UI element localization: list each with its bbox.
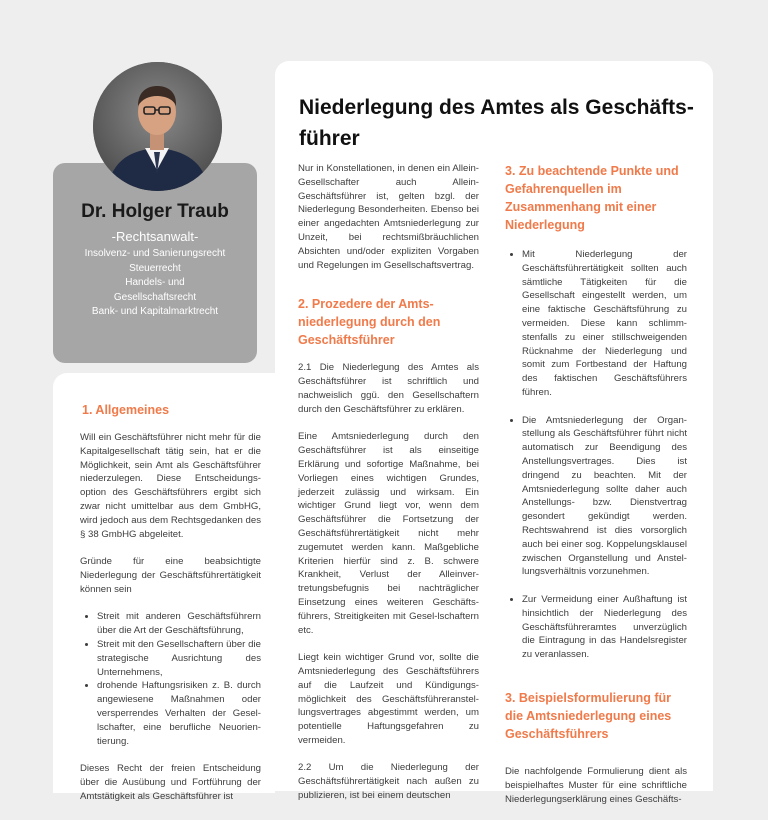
list-item: • Streit mit den Gesellschaftern über die strategische Ausrichtung des Unternehmens, [97, 638, 261, 679]
avatar [93, 62, 222, 191]
list-item: • Die Amtsniederlegung der Organ-stellung als Geschäftsführer führt nicht automatisch zur Beendigung des Anstellungsvertrages. Dies ist dringend zu beachten. Mit der Amtsniederlegung sollte daher auch Anstellungs- bzw. Dienstvertrag gesondert gekündigt werden. Rechtswahrend ist dies vorsorglich auch bei einer sog. Koppelungsklausel zwischen Organstellung und Anstel-lungsverhältnis vorzunehmen. [522, 414, 687, 580]
left-column [80, 401, 261, 817]
list-item: • drohende Haftungsrisiken z. B. durch angewiesene Maßnahmen oder versperrendes Verhalten der Gesel-lschafter, eine berufliche Neuorien-tierung. [97, 679, 261, 748]
person-portrait-icon [93, 62, 222, 191]
paragraph: Will ein Geschäftsführer nicht mehr für die Kapitalgesellschaft tätig sein, hat er die Möglichkeit, sein Amt als Geschäftsführer niederzulegen. Diese Entscheidungs-option des Geschäftsführers ergibt sich zwar nicht umittelbar aus dem GmbHG, wird jedoch aus dem Rechtsgedanken des § 38 GmbHG abgeleitet. [80, 432, 261, 540]
paragraph: 2.2 Um die Niederlegung der Geschäftsführertätigkeit nach außen zu publizieren, ist bei einem deutschen [298, 762, 479, 802]
list-item: • Mit Niederlegung der Geschäftsführertätigkeit sollten auch sämtliche Tätigkeiten für die Gesellschaft eingestellt werden, um eine faktische Geschäftsführung zu vermeiden. Diese kann schlimm-stenfalls zu einer stillschweigenden Rücknahme der Niederlegung und somit zum Fortbestand der Haftung des faktischen Geschäftsführers führen. [522, 248, 687, 400]
middle-column [298, 162, 479, 817]
section-heading: 1. Allgemeines [82, 403, 170, 417]
profile-name: Dr. Holger Traub [81, 201, 229, 222]
practice-areas [53, 247, 257, 320]
bullet-list [80, 610, 261, 748]
practice-area: Insolvenz- und Sanierungsrecht [84, 248, 226, 259]
practice-area: Handels- und Gesellschaftsrecht [113, 277, 197, 303]
paragraph: Nur in Konstellationen, in denen ein Allein-Gesellschafter auch Allein-Geschäftsführer ist, gelten bzgl. der Niederlegung Besonderheiten. Ebenso bei einer angedachten Amtsniederlegung zur Unzeit, bei rechtsmißbräuchlichen Absichten und/oder expliziten Vorgaben und Regelungen im Gesellschaftsvertrag. [298, 163, 479, 271]
paragraph: Liegt kein wichtiger Grund vor, sollte die Amtsniederlegung des Geschäftsführers auf die Laufzeit und Kündigungs-möglichkeit des Geschäftsführeranstel-lungsvertrages abgestimmt werden, um potentielle Haftungsgefahren zu vermeiden. [298, 652, 479, 746]
practice-area: Bank- und Kapitalmarktrecht [91, 306, 219, 317]
paragraph: 2.1 Die Niederlegung des Amtes als Geschäftsführer ist schriftlich und nachweislich ggü. den Gesellschaftern durch den Geschäftsführer zu erklären. [298, 362, 479, 415]
paragraph: Dieses Recht der freien Entscheidung über die Ausübung und Fortführung der Amtstätigkeit als Geschäftsführer ist [80, 763, 261, 802]
right-column [505, 162, 687, 820]
profile-card [53, 163, 257, 363]
section-heading: 2. Prozedere der Amts-niederlegung durch den Geschäftsführer [298, 297, 441, 348]
paragraph: Gründe für eine beabsichtigte Niederlegung der Geschäftsführertätigkeit können sein [80, 556, 261, 595]
bullet-list [505, 248, 687, 662]
list-item: • Zur Vermeidung einer Außhaftung ist hinsichtlich der Niederlegung des Geschäftsführeramtes unverzüglich die Eintragung in das Handelsregister zu veranlassen. [522, 593, 687, 662]
page-title: Niederlegung des Amtes als Geschäfts-führer [299, 96, 694, 150]
practice-area: Steuerrecht [129, 262, 181, 274]
paragraph: Die nachfolgende Formulierung dient als beispielhaftes Muster für eine schriftliche Niederlegungserklärung eines Geschäfts- [505, 765, 687, 805]
section-heading: 3. Zu beachtende Punkte und Gefahrenquellen im Zusammenhang mit einer Niederlegung [505, 164, 679, 232]
list-item: • Streit mit anderen Geschäftsführern über die Art der Geschäftsführung, [97, 610, 261, 638]
paragraph: Eine Amtsniederlegung durch den Geschäftsführer ist als einseitige Erklärung und sofortige Maßnahme, bei Vorliegen eines wichtigen Grundes, jederzeit zulässig und wirksam. Ein wichtiger Grund liegt vor, wenn dem Geschäftsführer die Fortsetzung der Geschäftsführertätigkeit nicht mehr zugemutet werden kann. Maßgebliche Kriterien hierfür sind z. B. schwere Krankheit, Verlust der Alleinver-tretungsbefugnis bei nachträglicher Einsetzung eines weiteren Geschäfts-führers, Streitigkeiten mit Gesel-lschaftern etc. [298, 431, 479, 636]
section-heading: 3. Beispielsformulierung für die Amtsniederlegung eines Geschäftsführers [505, 690, 672, 741]
profile-role: -Rechtsanwalt- [111, 229, 199, 244]
